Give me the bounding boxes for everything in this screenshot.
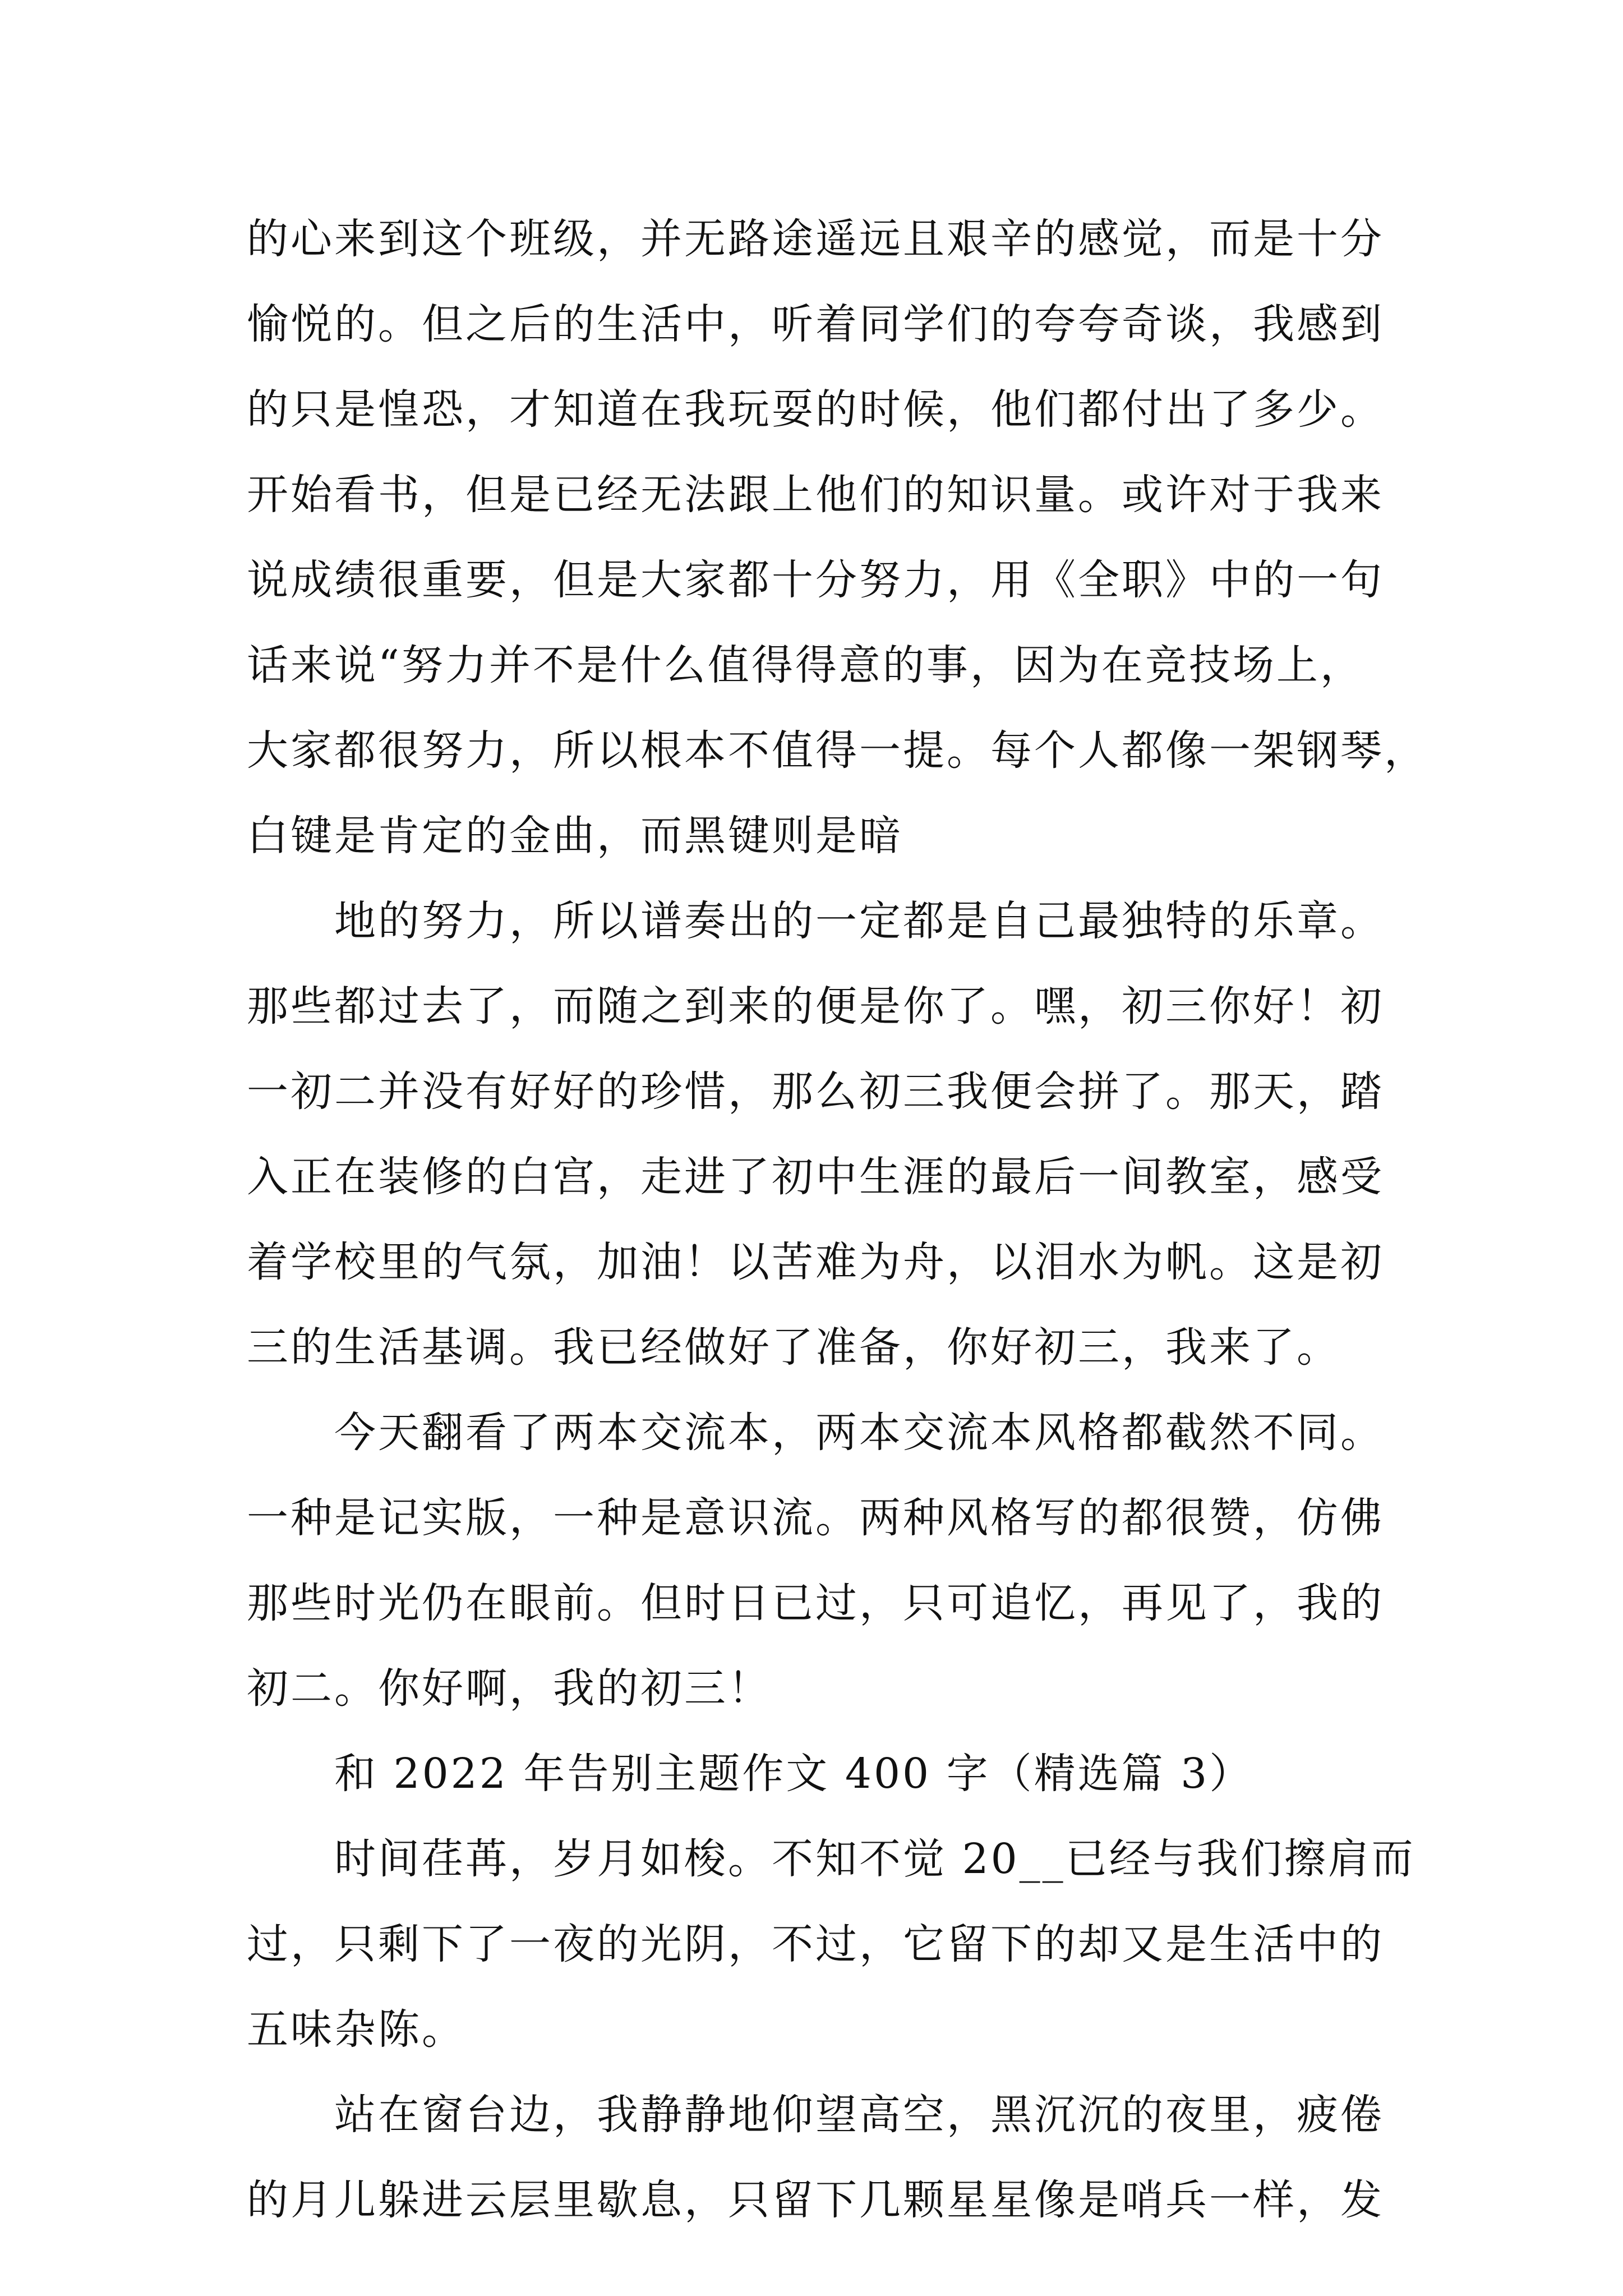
- text-line: 的月儿躲进云层里歇息，只留下几颗星星像是哨兵一样，发: [247, 2176, 1384, 2224]
- paragraph: [247, 2072, 1385, 2243]
- text-line: 白键是肯定的金曲，而黑键则是暗: [247, 812, 903, 860]
- text-line: 今天翻看了两本交流本，两本交流本风格都截然不同。: [334, 1409, 1384, 1457]
- text-line: 的只是惶恐，才知道在我玩耍的时候，他们都付出了多少。: [247, 385, 1384, 434]
- section-heading: [247, 1731, 1385, 1816]
- text-line: 一种是记实版，一种是意识流。两种风格写的都很赞，仿佛: [247, 1494, 1384, 1542]
- text-line: 地的努力，所以谱奏出的一定都是自己最独特的乐章。: [334, 897, 1384, 945]
- text-line: 那些都过去了，而随之到来的便是你了。嘿，初三你好！初: [247, 982, 1384, 1030]
- text-line: 开始看书，但是已经无法跟上他们的知识量。或许对于我来: [247, 471, 1384, 519]
- text-line: 时间荏苒，岁月如梭。不知不觉 20__已经与我们擦肩而: [334, 1835, 1415, 1883]
- text-line: 入正在装修的白宫，走进了初中生涯的最后一间教室，感受: [247, 1153, 1384, 1201]
- text-line: 三的生活基调。我已经做好了准备，你好初三，我来了。: [247, 1323, 1340, 1372]
- text-line: 初二。你好啊，我的初三！: [247, 1664, 772, 1713]
- text-line: 着学校里的气氛，加油！以苦难为舟，以泪水为帆。这是初: [247, 1238, 1384, 1286]
- text-line: 一初二并没有好好的珍惜，那么初三我便会拼了。那天，踏: [247, 1068, 1384, 1116]
- paragraph: [247, 1390, 1385, 1731]
- text-line: 过，只剩下了一夜的光阴，不过，它留下的却又是生活中的: [247, 1920, 1384, 1968]
- text-line: 愉悦的。但之后的生活中，听着同学们的夸夸奇谈，我感到: [247, 300, 1384, 348]
- text-line: 的心来到这个班级，并无路途遥远且艰辛的感觉，而是十分: [247, 215, 1384, 263]
- document-body: [247, 196, 1428, 2243]
- paragraph: [247, 196, 1428, 878]
- text-line: 大家都很努力，所以根本不值得一提。每个人都像一架钢琴，: [247, 726, 1428, 775]
- heading-line: 和 2022 年告别主题作文 400 字（精选篇 3）: [334, 1750, 1253, 1798]
- text-line: 站在窗台边，我静静地仰望高空，黑沉沉的夜里，疲倦: [334, 2091, 1384, 2139]
- text-line: 那些时光仍在眼前。但时日已过，只可追忆，再见了，我的: [247, 1579, 1384, 1627]
- text-line: 五味杂陈。: [247, 2005, 465, 2054]
- text-line: 话来说“努力并不是什么值得得意的事，因为在竞技场上，: [247, 641, 1364, 689]
- text-line: 说成绩很重要，但是大家都十分努力，用《全职》中的一句: [247, 556, 1384, 604]
- paragraph: [247, 878, 1385, 1390]
- paragraph: [247, 1816, 1415, 2072]
